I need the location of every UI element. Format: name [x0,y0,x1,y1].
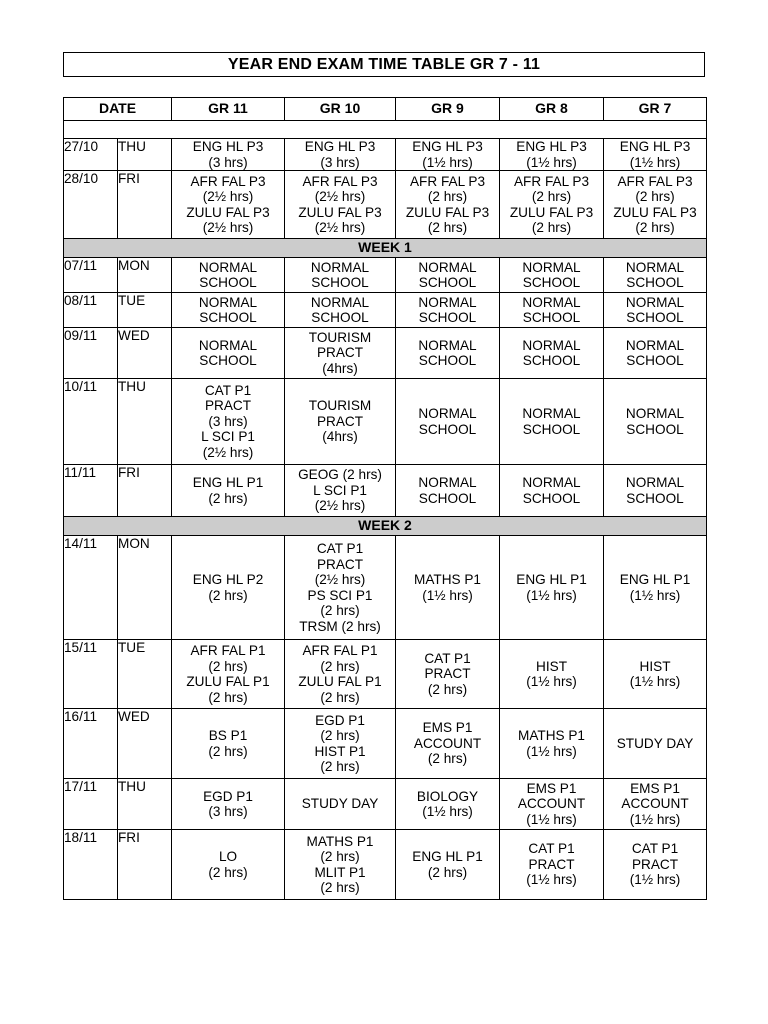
exam-cell-gr8 [500,709,604,779]
week-banner: WEEK 2 [64,517,707,536]
exam-cell-line: MATHS P1 [518,728,585,744]
exam-cell-line: BIOLOGY [416,788,479,804]
exam-cell-line: ENG HL P3 [516,139,587,154]
exam-cell-line: TOURISM [308,329,372,345]
exam-cell-line: EGD P1 [203,788,253,804]
exam-cell-line: (2 hrs) [208,689,248,705]
date-cell: 16/11 [64,709,118,779]
exam-cell-line: AFR FAL P3 [409,173,486,189]
exam-cell-line: NORMAL [418,406,477,422]
exam-cell-line: (1½ hrs) [526,743,577,759]
exam-cell-line: (1½ hrs) [629,872,681,888]
exam-cell-line: AFR FAL P3 [190,173,266,189]
exam-cell-line: NORMAL [522,475,581,491]
exam-cell-line: SCHOOL [522,353,581,369]
exam-cell-line: (3 hrs) [208,154,248,170]
exam-cell-line: (3 hrs) [208,804,248,820]
exam-cell-line: (1½ hrs) [422,154,473,170]
table-row [64,171,707,239]
table-row [64,293,707,328]
exam-cell-line: (2 hrs) [208,587,248,603]
exam-cell-line: SCHOOL [626,310,684,326]
exam-cell-line: NORMAL [522,406,581,422]
exam-cell-gr11 [172,779,285,830]
exam-cell-gr8 [500,328,604,379]
exam-cell-gr8 [500,139,604,171]
exam-cell-line: LO [218,849,238,865]
exam-cell-line: TRSM (2 hrs) [299,618,381,634]
exam-cell-gr10 [285,779,396,830]
exam-cell-gr10 [285,830,396,900]
exam-cell-line: (2½ hrs) [314,498,366,514]
exam-cell-gr8 [500,830,604,900]
exam-cell-gr11 [172,171,285,239]
day-cell: TUE [118,293,172,328]
exam-cell-line: SCHOOL [522,421,581,437]
header-gr8: GR 8 [500,98,604,121]
exam-cell-line: ENG HL P3 [619,139,691,154]
exam-cell-line: (2½ hrs) [314,572,366,588]
exam-cell-line: NORMAL [625,259,685,275]
exam-cell-line: ACCOUNT [621,796,689,812]
exam-cell-line: ENG HL P1 [192,475,264,491]
day-cell: TUE [118,640,172,709]
exam-cell-line: ZULU FAL P3 [405,204,490,220]
exam-cell-line: SCHOOL [418,490,477,506]
exam-cell-gr11 [172,830,285,900]
exam-cell-gr9 [396,465,500,517]
exam-cell-gr8 [500,640,604,709]
exam-cell-line: CAT P1 [528,841,575,857]
exam-cell-line: SCHOOL [522,310,581,326]
exam-cell-gr10 [285,328,396,379]
exam-cell-line: (2 hrs) [427,681,468,697]
date-cell: 27/10 [64,139,118,171]
exam-cell-line: SCHOOL [199,275,257,291]
exam-cell-line: (1½ hrs) [526,587,577,603]
date-cell: 28/10 [64,171,118,239]
date-cell: 17/11 [64,779,118,830]
exam-cell-line: NORMAL [418,337,477,353]
exam-cell-line: AFR FAL P1 [302,643,378,658]
exam-cell-gr8 [500,293,604,328]
exam-cell-line: ZULU FAL P3 [298,204,382,220]
exam-cell-line: HIST [639,658,671,674]
table-row [64,139,707,171]
exam-cell-gr10 [285,640,396,709]
exam-cell-line: (1½ hrs) [526,872,577,888]
exam-cell-line: HIST [536,658,567,674]
exam-cell-gr7 [604,293,707,328]
exam-cell-line: CAT P1 [631,841,679,857]
exam-cell-gr10 [285,171,396,239]
exam-cell-line: (2 hrs) [208,743,248,759]
exam-cell-line: (2 hrs) [531,189,572,205]
exam-cell-line: (2½ hrs) [314,220,366,236]
exam-cell-gr10 [285,536,396,640]
exam-cell-gr8 [500,465,604,517]
exam-cell-line: (2½ hrs) [202,220,254,236]
exam-cell-line: ENG HL P1 [412,849,483,865]
day-cell: THU [118,779,172,830]
exam-cell-line: (3 hrs) [320,154,360,170]
exam-cell-gr7 [604,536,707,640]
exam-cell-gr7 [604,379,707,465]
exam-cell-line: (1½ hrs) [526,154,577,170]
header-gr9: GR 9 [396,98,500,121]
exam-cell-line: (2 hrs) [427,189,468,205]
exam-cell-line: L SCI P1 [201,429,255,445]
exam-cell-gr9 [396,258,500,293]
exam-cell-line: (1½ hrs) [629,674,681,690]
day-cell: FRI [118,171,172,239]
exam-cell-line: EMS P1 [526,780,577,796]
exam-cell-line: EGD P1 [315,712,365,728]
exam-cell-line: SCHOOL [199,310,257,326]
exam-timetable [63,97,707,900]
exam-cell-line: (1½ hrs) [629,811,681,827]
exam-cell-line: AFR FAL P3 [617,173,693,189]
exam-cell-line: (2 hrs) [320,689,360,705]
exam-cell-line: PRACT [204,398,252,414]
header-gr7: GR 7 [604,98,707,121]
exam-cell-line: NORMAL [198,337,258,353]
exam-cell-line: SCHOOL [311,275,369,291]
day-cell: MON [118,258,172,293]
timetable-body [64,121,707,900]
exam-cell-line: ENG HL P3 [304,139,376,154]
table-row [64,379,707,465]
date-cell: 09/11 [64,328,118,379]
exam-cell-line: (2½ hrs) [314,189,366,205]
table-row [64,640,707,709]
exam-cell-line: NORMAL [198,294,258,310]
exam-cell-line: NORMAL [310,294,370,310]
exam-cell-line: CAT P1 [204,382,252,398]
exam-cell-gr11 [172,709,285,779]
exam-cell-line: AFR FAL P1 [190,643,266,658]
exam-cell-gr7 [604,465,707,517]
exam-cell-line: NORMAL [418,475,477,491]
exam-cell-line: PRACT [316,345,364,361]
exam-cell-line: HIST P1 [314,743,366,759]
exam-cell-line: L SCI P1 [313,482,367,498]
table-row [64,779,707,830]
exam-cell-line: PRACT [528,856,575,872]
exam-cell-line: (2 hrs) [635,189,675,205]
header-row [64,98,707,121]
date-cell: 07/11 [64,258,118,293]
exam-cell-line: NORMAL [522,337,581,353]
day-cell: FRI [118,465,172,517]
exam-cell-line: (1½ hrs) [422,804,473,820]
exam-cell-line: SCHOOL [626,353,684,369]
exam-cell-line: SCHOOL [626,275,684,291]
exam-cell-line: SCHOOL [311,310,369,326]
exam-cell-line: ZULU FAL P3 [509,204,594,220]
exam-cell-line: TOURISM [308,398,372,414]
date-cell: 18/11 [64,830,118,900]
exam-cell-gr7 [604,640,707,709]
exam-cell-gr11 [172,258,285,293]
exam-cell-line: (2 hrs) [320,849,360,865]
exam-cell-line: PRACT [631,856,679,872]
table-row [64,328,707,379]
exam-cell-line: ENG HL P1 [619,572,691,588]
exam-cell-line: (2½ hrs) [202,189,254,205]
exam-cell-gr9 [396,830,500,900]
exam-cell-line: MATHS P1 [414,572,481,588]
exam-cell-line: PRACT [316,413,364,429]
exam-cell-line: NORMAL [625,337,685,353]
exam-cell-line: MATHS P1 [306,833,374,849]
exam-cell-gr9 [396,171,500,239]
exam-cell-gr7 [604,139,707,171]
exam-cell-line: ENG HL P3 [412,139,483,154]
spacer-row [64,121,707,139]
exam-cell-gr8 [500,171,604,239]
exam-cell-line: NORMAL [522,259,581,275]
exam-cell-line: CAT P1 [316,540,364,556]
exam-cell-line: BS P1 [208,728,248,744]
exam-cell-line: SCHOOL [418,421,477,437]
exam-cell-gr11 [172,536,285,640]
exam-cell-gr11 [172,293,285,328]
exam-cell-gr7 [604,258,707,293]
exam-cell-line: (2 hrs) [320,603,360,619]
exam-cell-line: (2 hrs) [320,880,360,896]
exam-cell-line: PRACT [424,666,471,682]
exam-cell-line: (1½ hrs) [629,587,681,603]
exam-cell-line: (2 hrs) [427,864,468,880]
exam-cell-line: CAT P1 [424,650,471,666]
date-cell: 15/11 [64,640,118,709]
table-row [64,830,707,900]
day-cell: THU [118,379,172,465]
exam-cell-line: NORMAL [625,406,685,422]
exam-cell-gr7 [604,171,707,239]
date-cell: 10/11 [64,379,118,465]
exam-cell-line: ZULU FAL P3 [613,204,697,220]
exam-cell-gr9 [396,779,500,830]
exam-cell-line: (4hrs) [322,360,358,376]
exam-cell-line: (4hrs) [322,429,358,445]
exam-cell-line: SCHOOL [199,353,257,369]
exam-cell-gr11 [172,139,285,171]
exam-cell-line: AFR FAL P3 [302,173,378,189]
exam-cell-gr10 [285,293,396,328]
exam-cell-gr10 [285,258,396,293]
exam-cell-line: AFR FAL P3 [513,173,590,189]
exam-cell-gr9 [396,379,500,465]
page-title: YEAR END EXAM TIME TABLE GR 7 - 11 [63,52,705,77]
exam-cell-gr8 [500,258,604,293]
exam-cell-line: (1½ hrs) [526,674,577,690]
exam-cell-line: (2 hrs) [427,220,468,236]
exam-cell-line: SCHOOL [418,310,477,326]
exam-cell-line: (2 hrs) [208,658,248,674]
day-cell: WED [118,709,172,779]
spacer-cell [64,121,707,139]
week-banner-row [64,517,707,536]
exam-cell-gr7 [604,709,707,779]
exam-cell-line: GEOG (2 hrs) [298,467,382,483]
exam-cell-line: ENG HL P2 [192,572,264,588]
exam-cell-line: (1½ hrs) [629,154,681,170]
exam-cell-line: STUDY DAY [616,735,694,751]
exam-cell-line: (2 hrs) [208,490,248,506]
exam-cell-line: ACCOUNT [517,796,586,812]
exam-cell-line: ZULU FAL P3 [186,204,270,220]
exam-cell-gr7 [604,779,707,830]
exam-cell-gr7 [604,830,707,900]
exam-cell-line: SCHOOL [522,490,581,506]
exam-cell-gr11 [172,328,285,379]
exam-cell-line: SCHOOL [418,275,477,291]
header-gr11: GR 11 [172,98,285,121]
exam-cell-line: ZULU FAL P1 [298,674,382,690]
exam-cell-gr8 [500,379,604,465]
exam-cell-line: PRACT [316,556,364,572]
exam-cell-line: EMS P1 [422,720,473,736]
exam-cell-line: (2½ hrs) [202,445,254,461]
exam-cell-gr11 [172,640,285,709]
date-cell: 08/11 [64,293,118,328]
header-date: DATE [64,98,172,121]
exam-cell-line: NORMAL [625,294,685,310]
exam-cell-gr9 [396,328,500,379]
exam-cell-gr11 [172,379,285,465]
exam-cell-gr9 [396,139,500,171]
exam-cell-line: NORMAL [418,259,477,275]
exam-cell-gr9 [396,709,500,779]
day-cell: FRI [118,830,172,900]
exam-cell-gr11 [172,465,285,517]
week-banner-row [64,239,707,258]
date-cell: 11/11 [64,465,118,517]
exam-cell-gr10 [285,709,396,779]
exam-cell-line: (2 hrs) [531,220,572,236]
table-row [64,465,707,517]
exam-cell-line: (2 hrs) [320,728,360,744]
exam-cell-gr9 [396,640,500,709]
header-gr10: GR 10 [285,98,396,121]
exam-cell-line: (1½ hrs) [526,811,577,827]
week-banner: WEEK 1 [64,239,707,258]
exam-cell-gr9 [396,293,500,328]
exam-cell-line: ENG HL P3 [192,139,264,154]
exam-cell-line: SCHOOL [522,275,581,291]
exam-cell-line: NORMAL [310,259,370,275]
exam-cell-line: SCHOOL [626,490,684,506]
exam-cell-line: NORMAL [625,475,685,491]
exam-cell-line: ACCOUNT [413,735,482,751]
date-cell: 14/11 [64,536,118,640]
exam-cell-line: NORMAL [198,259,258,275]
exam-cell-line: (3 hrs) [208,413,248,429]
exam-cell-line: ZULU FAL P1 [186,674,270,690]
exam-cell-line: PS SCI P1 [307,587,373,603]
exam-cell-line: NORMAL [418,294,477,310]
exam-cell-gr10 [285,465,396,517]
exam-cell-line: ENG HL P1 [516,572,587,588]
exam-cell-gr8 [500,779,604,830]
exam-cell-line: EMS P1 [630,780,680,796]
exam-cell-line: (2 hrs) [320,759,360,775]
exam-cell-gr7 [604,328,707,379]
table-row [64,258,707,293]
exam-cell-line: SCHOOL [418,353,477,369]
exam-cell-gr10 [285,139,396,171]
exam-cell-gr9 [396,536,500,640]
exam-cell-gr8 [500,536,604,640]
day-cell: THU [118,139,172,171]
day-cell: MON [118,536,172,640]
exam-cell-line: (2 hrs) [320,658,360,674]
exam-cell-line: (2 hrs) [427,751,468,767]
exam-cell-line: MLIT P1 [314,864,366,880]
exam-cell-line: STUDY DAY [301,796,379,812]
table-row [64,536,707,640]
exam-cell-line: NORMAL [522,294,581,310]
exam-cell-line: (2 hrs) [635,220,675,236]
exam-cell-line: (1½ hrs) [422,587,473,603]
exam-cell-line: SCHOOL [626,421,684,437]
table-row [64,709,707,779]
day-cell: WED [118,328,172,379]
exam-cell-gr10 [285,379,396,465]
exam-cell-line: (2 hrs) [208,864,248,880]
